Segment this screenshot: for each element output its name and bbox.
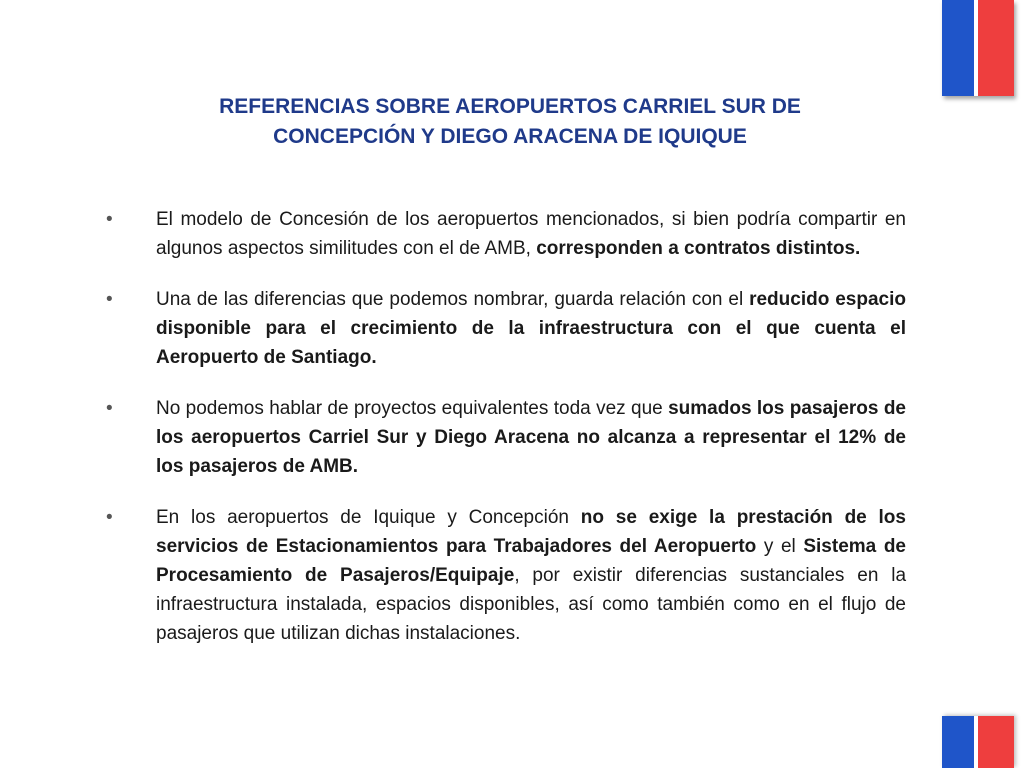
bullet-item (106, 394, 906, 481)
bullet-bold-text: no se exige la prestación de los servicios de Estacionamientos para Trabajadores del Aeropuerto (156, 507, 906, 557)
slide-title (120, 92, 900, 152)
flag-blue-bar (942, 0, 974, 96)
bullet-list (106, 205, 906, 670)
bullet-text: El modelo de Concesión de los aeropuertos mencionados, si bien podría compartir en algunos aspectos similitudes con el de AMB, (156, 209, 906, 259)
flag-decoration-bottom (942, 716, 1014, 768)
bullet-bold-text: reducido espacio disponible para el crecimiento de la infraestructura con el que cuenta el Aeropuerto de Santiago. (156, 289, 906, 368)
bullet-bold-text: sumados los pasajeros de los aeropuertos Carriel Sur y Diego Aracena no alcanza a representar el 12% de los pasajeros de AMB. (156, 398, 906, 477)
bullet-text: y el (756, 536, 804, 557)
bullet-text: , por existir diferencias sustanciales en la infraestructura instalada, espacios disponibles, así como también como en el flujo de pasajeros que utilizan dichas instalaciones. (156, 565, 907, 644)
bullet-item (106, 285, 906, 372)
bullet-item (106, 503, 906, 648)
bullet-bold-text: Sistema de Procesamiento de Pasajeros/Equipaje (156, 536, 906, 586)
flag-red-bar (978, 0, 1014, 96)
bullet-dot-icon: • (106, 398, 113, 419)
bullet-dot-icon: • (106, 209, 113, 230)
title-line-2: CONCEPCIÓN Y DIEGO ARACENA DE IQUIQUE (273, 125, 747, 148)
bullet-text: En los aeropuertos de Iquique y Concepción (156, 507, 581, 528)
bullet-text: No podemos hablar de proyectos equivalentes toda vez que (156, 398, 669, 419)
bullet-dot-icon: • (106, 507, 113, 528)
flag-decoration-top (942, 0, 1014, 96)
flag-blue-bar (942, 716, 974, 768)
title-line-1: REFERENCIAS SOBRE AEROPUERTOS CARRIEL SUR DE (219, 95, 801, 118)
bullet-item (106, 205, 906, 263)
flag-red-bar (978, 716, 1014, 768)
bullet-dot-icon: • (106, 289, 113, 310)
bullet-bold-text: corresponden a contratos distintos. (536, 238, 861, 259)
bullet-text: Una de las diferencias que podemos nombrar, guarda relación con el (156, 289, 750, 310)
